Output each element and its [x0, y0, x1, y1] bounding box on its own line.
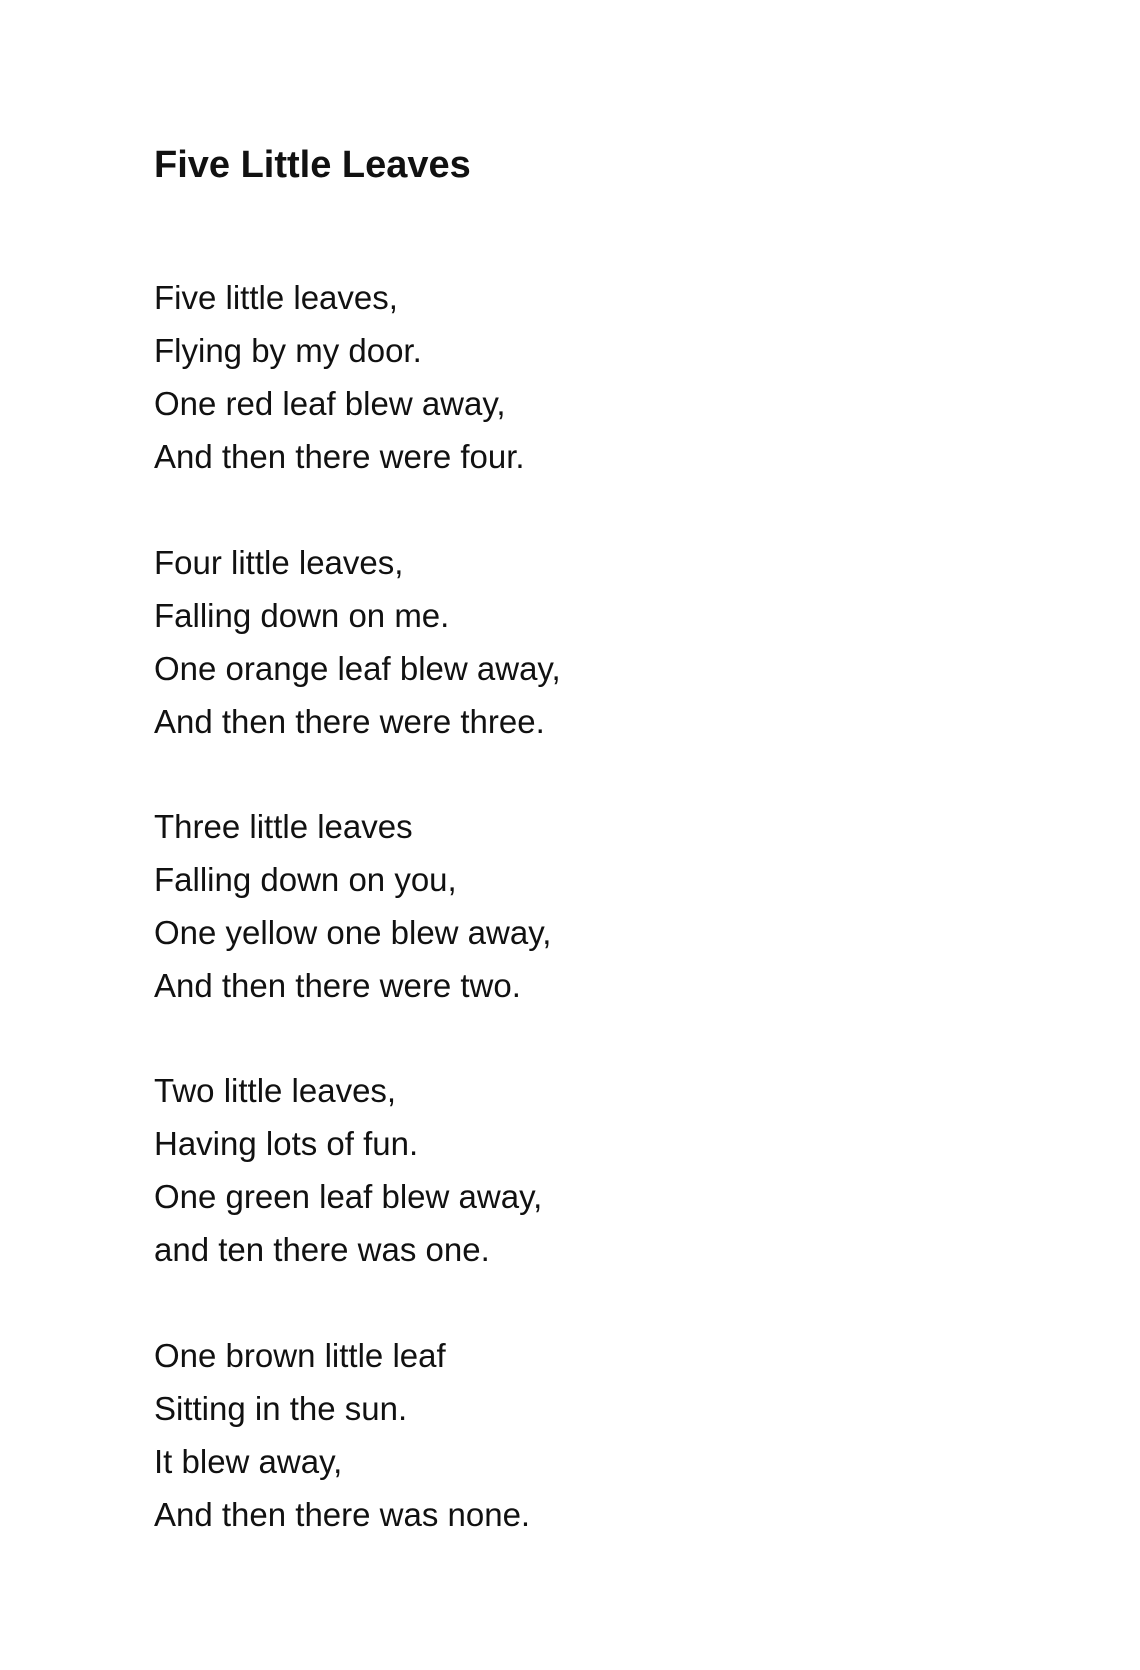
poem-line: One yellow one blew away,: [154, 914, 552, 951]
poem-line: One orange leaf blew away,: [154, 650, 561, 687]
poem-line: Sitting in the sun.: [154, 1390, 408, 1427]
poem-line: And then there were four.: [154, 438, 525, 475]
poem-line: One red leaf blew away,: [154, 385, 506, 422]
stanza-5: [154, 1329, 530, 1541]
poem-line: Three little leaves: [154, 808, 413, 845]
poem-title: Five Little Leaves: [154, 144, 471, 186]
poem-line: And then there was none.: [154, 1496, 531, 1533]
poem-line: One brown little leaf: [154, 1337, 446, 1374]
poem-line: It blew away,: [154, 1443, 343, 1480]
stanza-4: [154, 1064, 542, 1276]
poem-line: Falling down on me.: [154, 597, 450, 634]
poem-line: and ten there was one.: [154, 1231, 490, 1268]
poem-line: Having lots of fun.: [154, 1125, 419, 1162]
poem-line: One green leaf blew away,: [154, 1178, 543, 1215]
stanza-2: [154, 536, 561, 748]
poem-line: Two little leaves,: [154, 1072, 397, 1109]
stanza-1: [154, 271, 525, 483]
poem-line: Four little leaves,: [154, 544, 404, 581]
poem-line: Flying by my door.: [154, 332, 422, 369]
poem-line: And then there were two.: [154, 967, 521, 1004]
poem-line: And then there were three.: [154, 703, 545, 740]
poem-line: Falling down on you,: [154, 861, 457, 898]
stanza-3: [154, 800, 551, 1012]
poem-line: Five little leaves,: [154, 279, 398, 316]
